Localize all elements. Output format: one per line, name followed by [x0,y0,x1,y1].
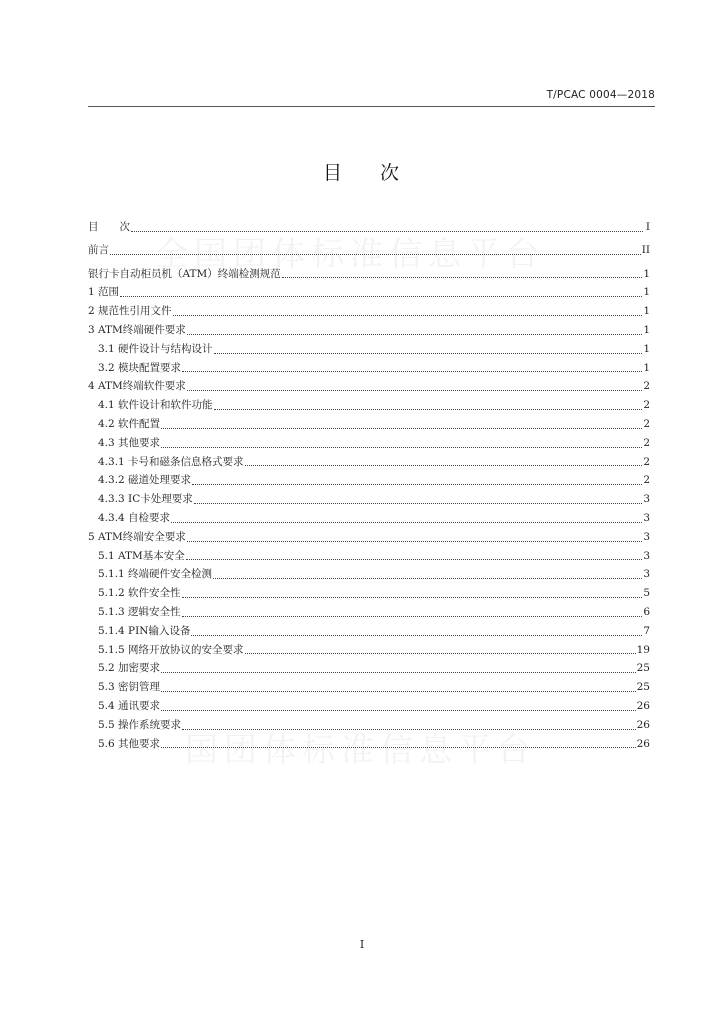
toc-dot-leader [161,709,636,711]
toc-dot-leader [182,596,643,598]
toc-entry-page: 25 [636,662,650,675]
toc-entry-title: 3.2 模块配置要求 [98,361,182,374]
toc-entry[interactable] [88,340,650,359]
toc-entry[interactable] [88,528,650,547]
toc-entry-page: 19 [636,643,650,656]
toc-entry-title: 5.5 操作系统要求 [98,718,182,731]
toc-entry[interactable] [88,396,650,415]
toc-entry-page: 26 [636,699,650,712]
toc-entry-page: I [645,221,650,233]
toc-dot-leader [161,446,642,448]
toc-entry-title: 5.1.5 网络开放协议的安全要求 [98,643,244,656]
page-number: I [359,938,365,951]
toc-entry-title: 3 ATM终端硬件要求 [88,323,186,336]
toc-dot-leader [161,427,642,429]
toc-dot-leader [214,352,643,354]
toc-entry-title: 3.1 硬件设计与结构设计 [98,342,213,355]
toc-entry-page: 3 [643,549,650,562]
watermark-bottom: 国团体标准信息平台 [185,730,536,769]
toc-dot-leader [194,502,643,504]
toc-entry-title: 5.1.3 逻辑安全性 [98,605,181,618]
toc-dot-leader [161,746,636,748]
toc-entry[interactable] [88,565,650,584]
toc-entry-page: 1 [643,286,650,299]
toc-entry-page: 2 [643,380,650,393]
toc-entry[interactable] [88,509,650,528]
toc-entry-page: 3 [643,493,650,506]
toc-entry[interactable] [88,453,650,472]
toc-entry-page: 26 [636,718,650,731]
toc-dot-leader [192,483,642,485]
toc-entry-page: 2 [643,417,650,430]
toc-entry-title: 4.3.3 IC卡处理要求 [98,493,193,506]
toc-entry[interactable] [88,265,650,284]
toc-entry-title: 4.3.4 自检要求 [98,511,171,524]
toc-entry-title: 目 次 [88,221,130,233]
toc-entry-page: II [641,244,650,257]
toc-dot-leader [187,389,643,391]
toc-entry-page: 3 [643,511,650,524]
toc-heading [0,158,724,185]
toc-entry-page: 1 [643,361,650,374]
toc-entry-title: 4.1 软件设计和软件功能 [98,399,213,412]
toc-entry[interactable] [88,697,650,716]
toc-dot-leader [214,408,643,410]
toc-entry[interactable] [88,641,650,660]
toc-entry-title: 5.1 ATM基本安全 [98,549,185,562]
toc-entry[interactable] [88,283,650,302]
toc-entry-title: 4.3.1 卡号和磁条信息格式要求 [98,455,244,468]
toc-entry[interactable] [88,547,650,566]
toc-entry[interactable] [88,241,650,260]
toc-dot-leader [182,370,642,372]
toc-entry-page: 5 [643,587,650,600]
toc-entry[interactable] [88,377,650,396]
toc-entry[interactable] [88,678,650,697]
toc-entry[interactable] [88,302,650,321]
toc-dot-leader [171,521,642,523]
toc-entry-title: 4.2 软件配置 [98,417,161,430]
toc-dot-leader [110,253,641,255]
toc-entry-title: 5.1.2 软件安全性 [98,587,181,600]
toc-dot-leader [191,634,642,636]
toc-entry-title: 4 ATM终端软件要求 [88,380,186,393]
toc-dot-leader [282,276,643,278]
toc-entry[interactable] [88,359,650,378]
toc-entry[interactable] [88,471,650,490]
toc-entry-page: 2 [643,399,650,412]
toc-entry-title: 5.4 通讯要求 [98,699,161,712]
toc-entry-page: 2 [643,474,650,487]
toc-entry-page: 25 [636,681,650,694]
toc-entry-page: 1 [643,323,650,336]
toc-heading-left: 目 [322,162,344,184]
toc-entry[interactable] [88,622,650,641]
toc-dot-leader [120,295,642,297]
toc-entry[interactable] [88,490,650,509]
toc-entry[interactable] [88,716,650,735]
toc-entry-page: 1 [643,342,650,355]
toc-entry-title: 4.3 其他要求 [98,436,161,449]
toc-entry[interactable] [88,321,650,340]
toc-entry-page: 2 [643,436,650,449]
toc-entry-title: 5.6 其他要求 [98,737,161,750]
toc-entry[interactable] [88,434,650,453]
toc-entry-title: 4.3.2 磁道处理要求 [98,474,192,487]
toc-entry-page: 26 [636,737,650,750]
toc-entry-title: 5.1.1 终端硬件安全检测 [98,568,213,581]
toc-entry-page: 1 [643,267,650,280]
toc-dot-leader [182,615,643,617]
toc-entry-page: 6 [643,605,650,618]
toc-entry[interactable] [88,659,650,678]
toc-entry-page: 1 [643,305,650,318]
toc-dot-leader [245,464,643,466]
toc-entry[interactable] [88,415,650,434]
toc-dot-leader [186,558,643,560]
toc-entry[interactable] [88,735,650,754]
toc-entry-title: 银行卡自动柜员机（ATM）终端检测规范 [88,267,281,280]
toc-entry-page: 3 [643,530,650,543]
toc-dot-leader [131,230,643,232]
toc-entry[interactable] [88,603,650,622]
toc-dot-leader [213,577,642,579]
toc-entry-title: 5.2 加密要求 [98,662,161,675]
toc-entry-page: 2 [643,455,650,468]
toc-dot-leader [161,671,636,673]
document-code: T/PCAC 0004—2018 [546,89,655,101]
toc-entry-title: 5.1.4 PIN输入设备 [98,624,191,637]
toc-entry-page: 3 [643,568,650,581]
toc-dot-leader [187,333,643,335]
toc-dot-leader [173,314,643,316]
toc-entry-title: 前言 [88,244,109,257]
toc-dot-leader [161,690,636,692]
toc-entry-title: 2 规范性引用文件 [88,305,172,318]
toc-entry-title: 5 ATM终端安全要求 [88,530,186,543]
header-rule [88,106,655,107]
toc-entry-title: 5.3 密钥管理 [98,681,161,694]
toc-dot-leader [245,652,636,654]
toc-entry-page: 7 [643,624,650,637]
toc-heading-right: 次 [380,162,402,184]
toc-dot-leader [182,728,636,730]
toc-entry-title: 1 范围 [88,286,120,299]
toc-list [88,218,650,753]
toc-dot-leader [187,540,643,542]
watermark-top: 全国团体标准信息平台 [155,234,545,273]
toc-entry[interactable] [88,584,650,603]
toc-entry[interactable] [88,218,650,237]
